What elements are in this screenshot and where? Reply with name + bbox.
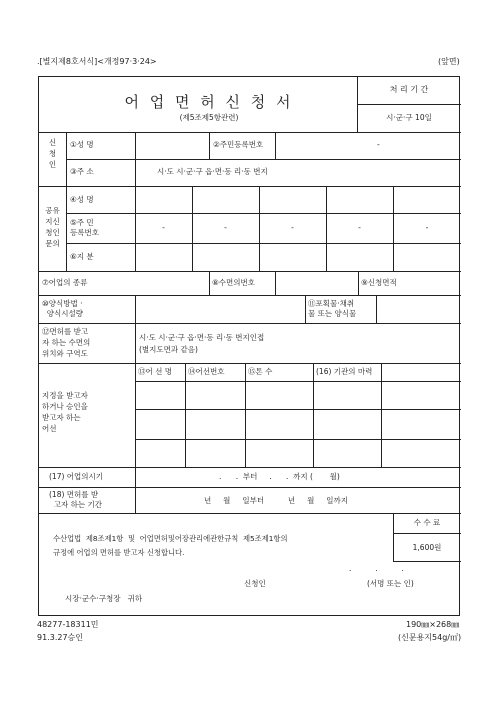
co-applicant-rrn-label: ⑤주 민 등록번호 bbox=[70, 218, 99, 237]
sign-or-seal-label: (서명 또는 인) bbox=[367, 579, 414, 588]
form-subtitle: (제5조제5항관련) bbox=[179, 113, 239, 122]
engine-horsepower-label: (16) 기관의 마력 bbox=[316, 367, 373, 376]
paper-size: 190㎜×268㎜ bbox=[406, 620, 460, 629]
catch-product-label: ⑪포획물·채취 물 또는 양식물 bbox=[308, 299, 357, 318]
co-applicant-rrn-dash: - bbox=[425, 223, 429, 232]
co-applicant-rrn-dash: - bbox=[291, 223, 294, 232]
location-map-note: (별지도면과 같음) bbox=[139, 345, 198, 354]
applicant-name-label: ①성 명 bbox=[70, 140, 94, 149]
co-applicant-rrn-dash: - bbox=[224, 223, 227, 232]
recipient-label: 시장·군수·구청장 귀하 bbox=[65, 594, 143, 603]
processing-period-value: 시·군·구 10일 bbox=[386, 113, 432, 122]
applicant-rrn-label: ②주민등록번호 bbox=[213, 140, 264, 149]
culture-method-label: ⑩양식방법 · 양식시설량 bbox=[42, 299, 83, 318]
location-address-fields: 시·도 시·군·구 읍·면·동 리·동 번지인접 bbox=[139, 333, 265, 342]
license-period-label: (18) 면허를 받 고자 하는 기간 bbox=[49, 490, 103, 509]
co-applicant-region-label: ⑥지 분 bbox=[70, 252, 94, 261]
fishery-type-label: ⑦어업의 종류 bbox=[42, 278, 88, 287]
applicant-signature-label: 신청인 bbox=[244, 579, 266, 588]
vessel-name-label: ⑬어 선 명 bbox=[138, 367, 173, 376]
fishing-season-fields: . . 부터 . . 까지 ( 월) bbox=[219, 472, 340, 481]
application-area-label: ⑨신청면적 bbox=[361, 278, 397, 287]
vessel-section-label: 지정을 받고자 하거나 승인을 받고자 하는 어선 bbox=[42, 391, 88, 433]
approval-date: 91.3.27승인 bbox=[37, 633, 83, 642]
front-side-note: (앞면) bbox=[438, 57, 460, 66]
water-location-label: ⑫면허를 받고 자 하는 수면의 위치와 구역도 bbox=[42, 327, 91, 358]
license-period-fields: 년 월 일부터 년 월 일까지 bbox=[204, 496, 348, 505]
paper-type: (신문용지54g/㎡) bbox=[398, 633, 462, 642]
applicant-rrn-dash: - bbox=[377, 140, 380, 149]
vessel-tonnage-label: ⑮톤 수 bbox=[248, 367, 273, 376]
application-form bbox=[38, 76, 460, 616]
form-number: 48277-18311민 bbox=[37, 620, 99, 629]
applicant-section-label: 신 청 인 bbox=[48, 138, 57, 169]
declaration-text: 수산업법 제8조제1항 및 어업면허및어장관리에관한규칙 제5조제1항의 규정에 어업의 면허를 받고자 신청합니다. bbox=[53, 534, 288, 557]
date-dots: . . . bbox=[349, 564, 404, 573]
fee-label: 수 수 료 bbox=[413, 518, 441, 527]
applicant-address-label: ③주 소 bbox=[70, 167, 94, 176]
processing-period-label: 처 리 기 간 bbox=[389, 85, 429, 94]
form-reference: .[별지제8호서식]<개정97·3·24> bbox=[37, 57, 157, 66]
fishing-season-label: (17) 어업의시기 bbox=[49, 472, 104, 481]
co-applicant-name-label: ④성 명 bbox=[70, 195, 94, 204]
form-title: 어 업 면 허 신 청 서 bbox=[124, 93, 294, 111]
applicant-address-fields: 시·도 시·군·구 읍·면·동 리·동 번지 bbox=[157, 167, 268, 176]
vessel-number-label: ⑭어선번호 bbox=[188, 367, 225, 376]
water-number-label: ⑧수면의번호 bbox=[212, 278, 255, 287]
co-applicant-rrn-dash: - bbox=[162, 223, 165, 232]
fee-value: 1,600원 bbox=[412, 543, 442, 552]
co-applicant-rrn-dash: - bbox=[358, 223, 361, 232]
co-applicant-section-label: 공유 지신 청인 문의 bbox=[45, 206, 60, 248]
